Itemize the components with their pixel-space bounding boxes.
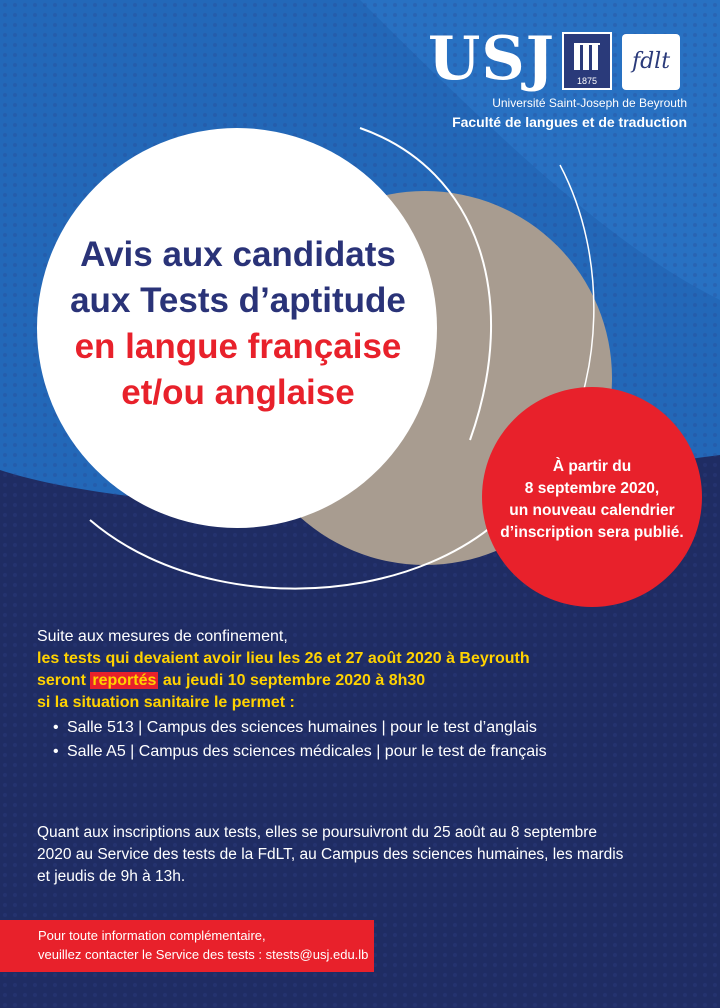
- notice-line-4: d’inscription sera publié.: [500, 524, 684, 541]
- registration-line-1: Quant aux inscriptions aux tests, elles se poursuivront du 25 août au 8 septembre: [37, 824, 598, 841]
- intro-text: Suite aux mesures de confinement,: [37, 628, 288, 645]
- usj-crest-icon: [562, 32, 612, 90]
- usj-wordmark: USJ: [428, 24, 556, 94]
- registration-line-3: et jeudis de 9h à 13h.: [37, 868, 186, 885]
- postponed-line: [37, 670, 687, 692]
- headline-line-4: et/ou anglaise: [121, 373, 355, 412]
- notice-line-2: 8 septembre 2020,: [524, 480, 660, 497]
- contact-line-1: Pour toute information complémentaire,: [38, 928, 266, 943]
- headline-line-3: en langue française: [74, 327, 402, 366]
- fdlt-logo: fdlt: [622, 34, 680, 90]
- tests-line: les tests qui devaient avoir lieu les 26 et 27 août 2020 à Beyrouth: [37, 650, 530, 667]
- headline-line-1: Avis aux candidats: [80, 235, 396, 274]
- faculty-name: Faculté de langues et de traduction: [452, 114, 687, 130]
- usj-logo: [428, 24, 688, 94]
- reportes-highlight: reportés: [92, 672, 157, 689]
- list-item: • Salle A5 | Campus des sciences médicales | pour le test de français: [67, 740, 687, 764]
- notice-line-3: un nouveau calendrier: [509, 502, 675, 519]
- notice-line-1: À partir du: [552, 458, 632, 475]
- contact-banner: [0, 920, 374, 972]
- contact-line-2: veuillez contacter le Service des tests : stests@usj.edu.lb: [38, 947, 369, 962]
- logo-year: 1875: [576, 76, 598, 86]
- seront-text: seront: [37, 672, 91, 689]
- rooms-list: [37, 716, 687, 764]
- headline-line-2: aux Tests d’aptitude: [70, 281, 406, 320]
- registration-paragraph: [37, 822, 687, 888]
- condition-text: si la situation sanitaire le permet :: [37, 694, 295, 711]
- new-date-text: au jeudi 10 septembre 2020 à 8h30: [158, 672, 426, 689]
- calendar-notice: [494, 456, 690, 544]
- list-item: • Salle 513 | Campus des sciences humaines | pour le test d’anglais: [67, 716, 687, 740]
- university-name: Université Saint-Joseph de Beyrouth: [492, 96, 687, 110]
- registration-line-2: 2020 au Service des tests de la FdLT, au Campus des sciences humaines, les mardis: [37, 846, 624, 863]
- announcement-body: [37, 626, 687, 764]
- headline: [50, 232, 426, 416]
